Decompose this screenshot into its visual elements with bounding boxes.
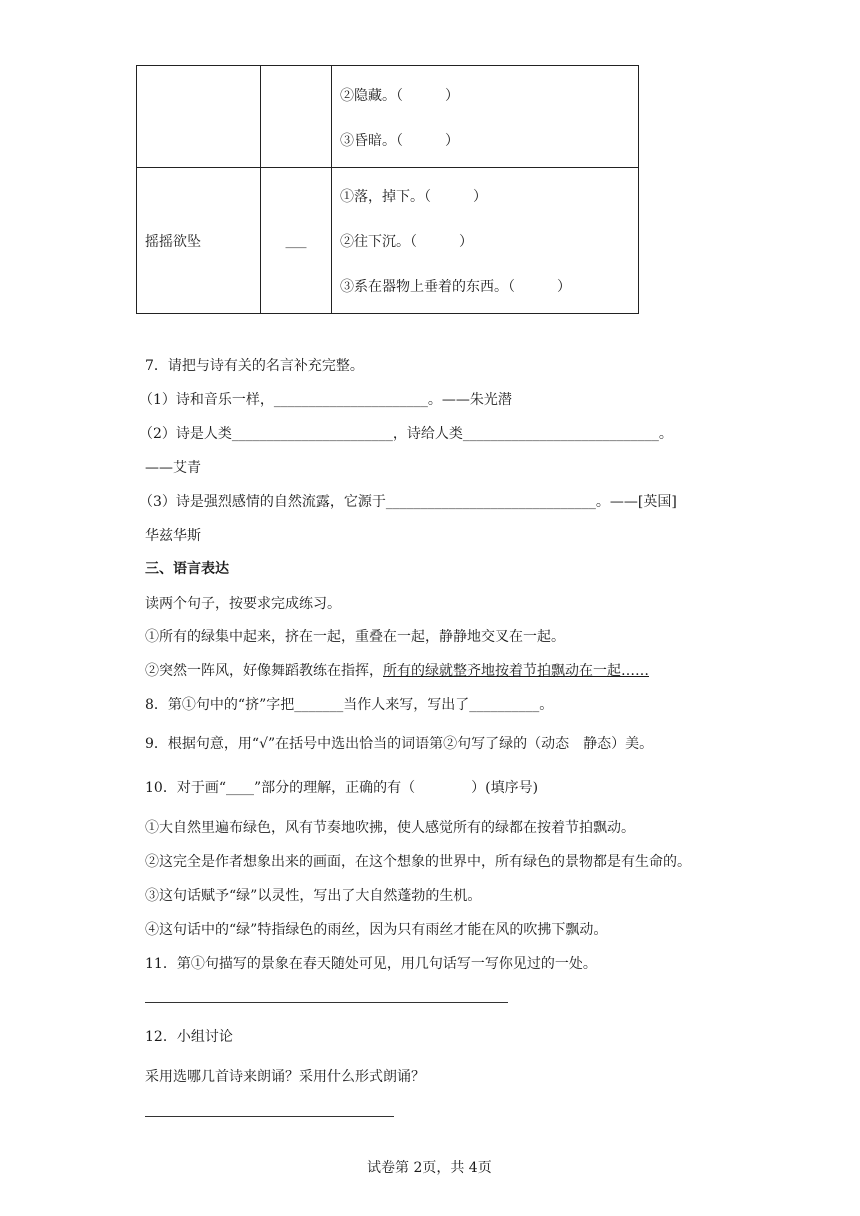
q7-item2: （2）诗是人类_______________________，诗给人类____________________________。 — [139, 426, 673, 442]
q10-option-3: ③这句话赋予“绿”以灵性，写出了大自然蓬勃的生机。 — [145, 888, 482, 904]
options-cell — [332, 66, 639, 168]
q10-option-2: ②这完全是作者想象出来的画面，在这个想象的世界中，所有绿色的景物都是有生命的。 — [145, 854, 691, 870]
q7-title: 7．请把与诗有关的名言补充完整。 — [145, 358, 364, 374]
table-row — [137, 168, 639, 314]
blank-cell — [261, 66, 332, 168]
blank-cell — [261, 168, 332, 314]
sentence-2-prefix: ②突然一阵风，好像舞蹈教练在指挥， — [145, 663, 383, 679]
word-cell: 摇摇欲坠 — [137, 168, 261, 314]
q10-title: 10．对于画“____”部分的理解，正确的有（ ）(填序号) — [145, 780, 539, 796]
section3-title: 三、语言表达 — [145, 561, 229, 577]
section3-intro: 读两个句子，按要求完成练习。 — [145, 596, 341, 612]
table-row — [137, 66, 639, 168]
q12-prompt: 采用选哪几首诗来朗诵？采用什么形式朗诵？ — [145, 1069, 425, 1085]
q12-title: 12．小组讨论 — [145, 1029, 233, 1045]
q11-answer-line[interactable] — [145, 1002, 508, 1003]
vocab-table — [136, 65, 639, 314]
option-pendant: ③系在器物上垂着的东西。（ ） — [340, 278, 571, 295]
q7-item3-author: 华兹华斯 — [145, 528, 201, 544]
sentence-2-underlined: 所有的绿就整齐地按着节拍飘动在一起…… — [383, 663, 649, 679]
q7-item3: （3）诗是强烈感情的自然流露，它源于______________________________。——[英国] — [139, 494, 677, 510]
q9: 9．根据句意，用“√”在括号中选出恰当的词语第②句写了绿的（动态 静态）美。 — [145, 736, 654, 752]
options-cell — [332, 168, 639, 314]
q8: 8．第①句中的“挤”字把_______当作人来写，写出了__________。 — [145, 697, 554, 713]
page-footer: 试卷第 2页，共 4页 — [367, 1160, 492, 1176]
sentence-1: ①所有的绿集中起来，挤在一起，重叠在一起，静静地交叉在一起。 — [145, 629, 565, 645]
q12-answer-line[interactable] — [145, 1116, 394, 1117]
option-fall: ①落，掉下。（ ） — [340, 188, 487, 205]
q7-item2-author: ——艾青 — [145, 460, 201, 476]
q10-option-1: ①大自然里遍布绿色，风有节奏地吹拂，使人感觉所有的绿都在按着节拍飘动。 — [145, 820, 635, 836]
word-cell — [137, 66, 261, 168]
option-hide: ②隐藏。（ ） — [340, 87, 459, 104]
answer-blank[interactable]: ___ — [285, 232, 307, 249]
q10-option-4: ④这句话中的“绿”特指绿色的雨丝，因为只有雨丝才能在风的吹拂下飘动。 — [145, 922, 608, 938]
option-dim: ③昏暗。（ ） — [340, 132, 459, 149]
sentence-2 — [145, 664, 649, 678]
q7-item1: （1）诗和音乐一样，______________________。——朱光潜 — [139, 392, 512, 408]
option-sink: ②往下沉。（ ） — [340, 233, 473, 250]
q11: 11．第①句描写的景象在春天随处可见，用几句话写一写你见过的一处。 — [145, 956, 597, 972]
